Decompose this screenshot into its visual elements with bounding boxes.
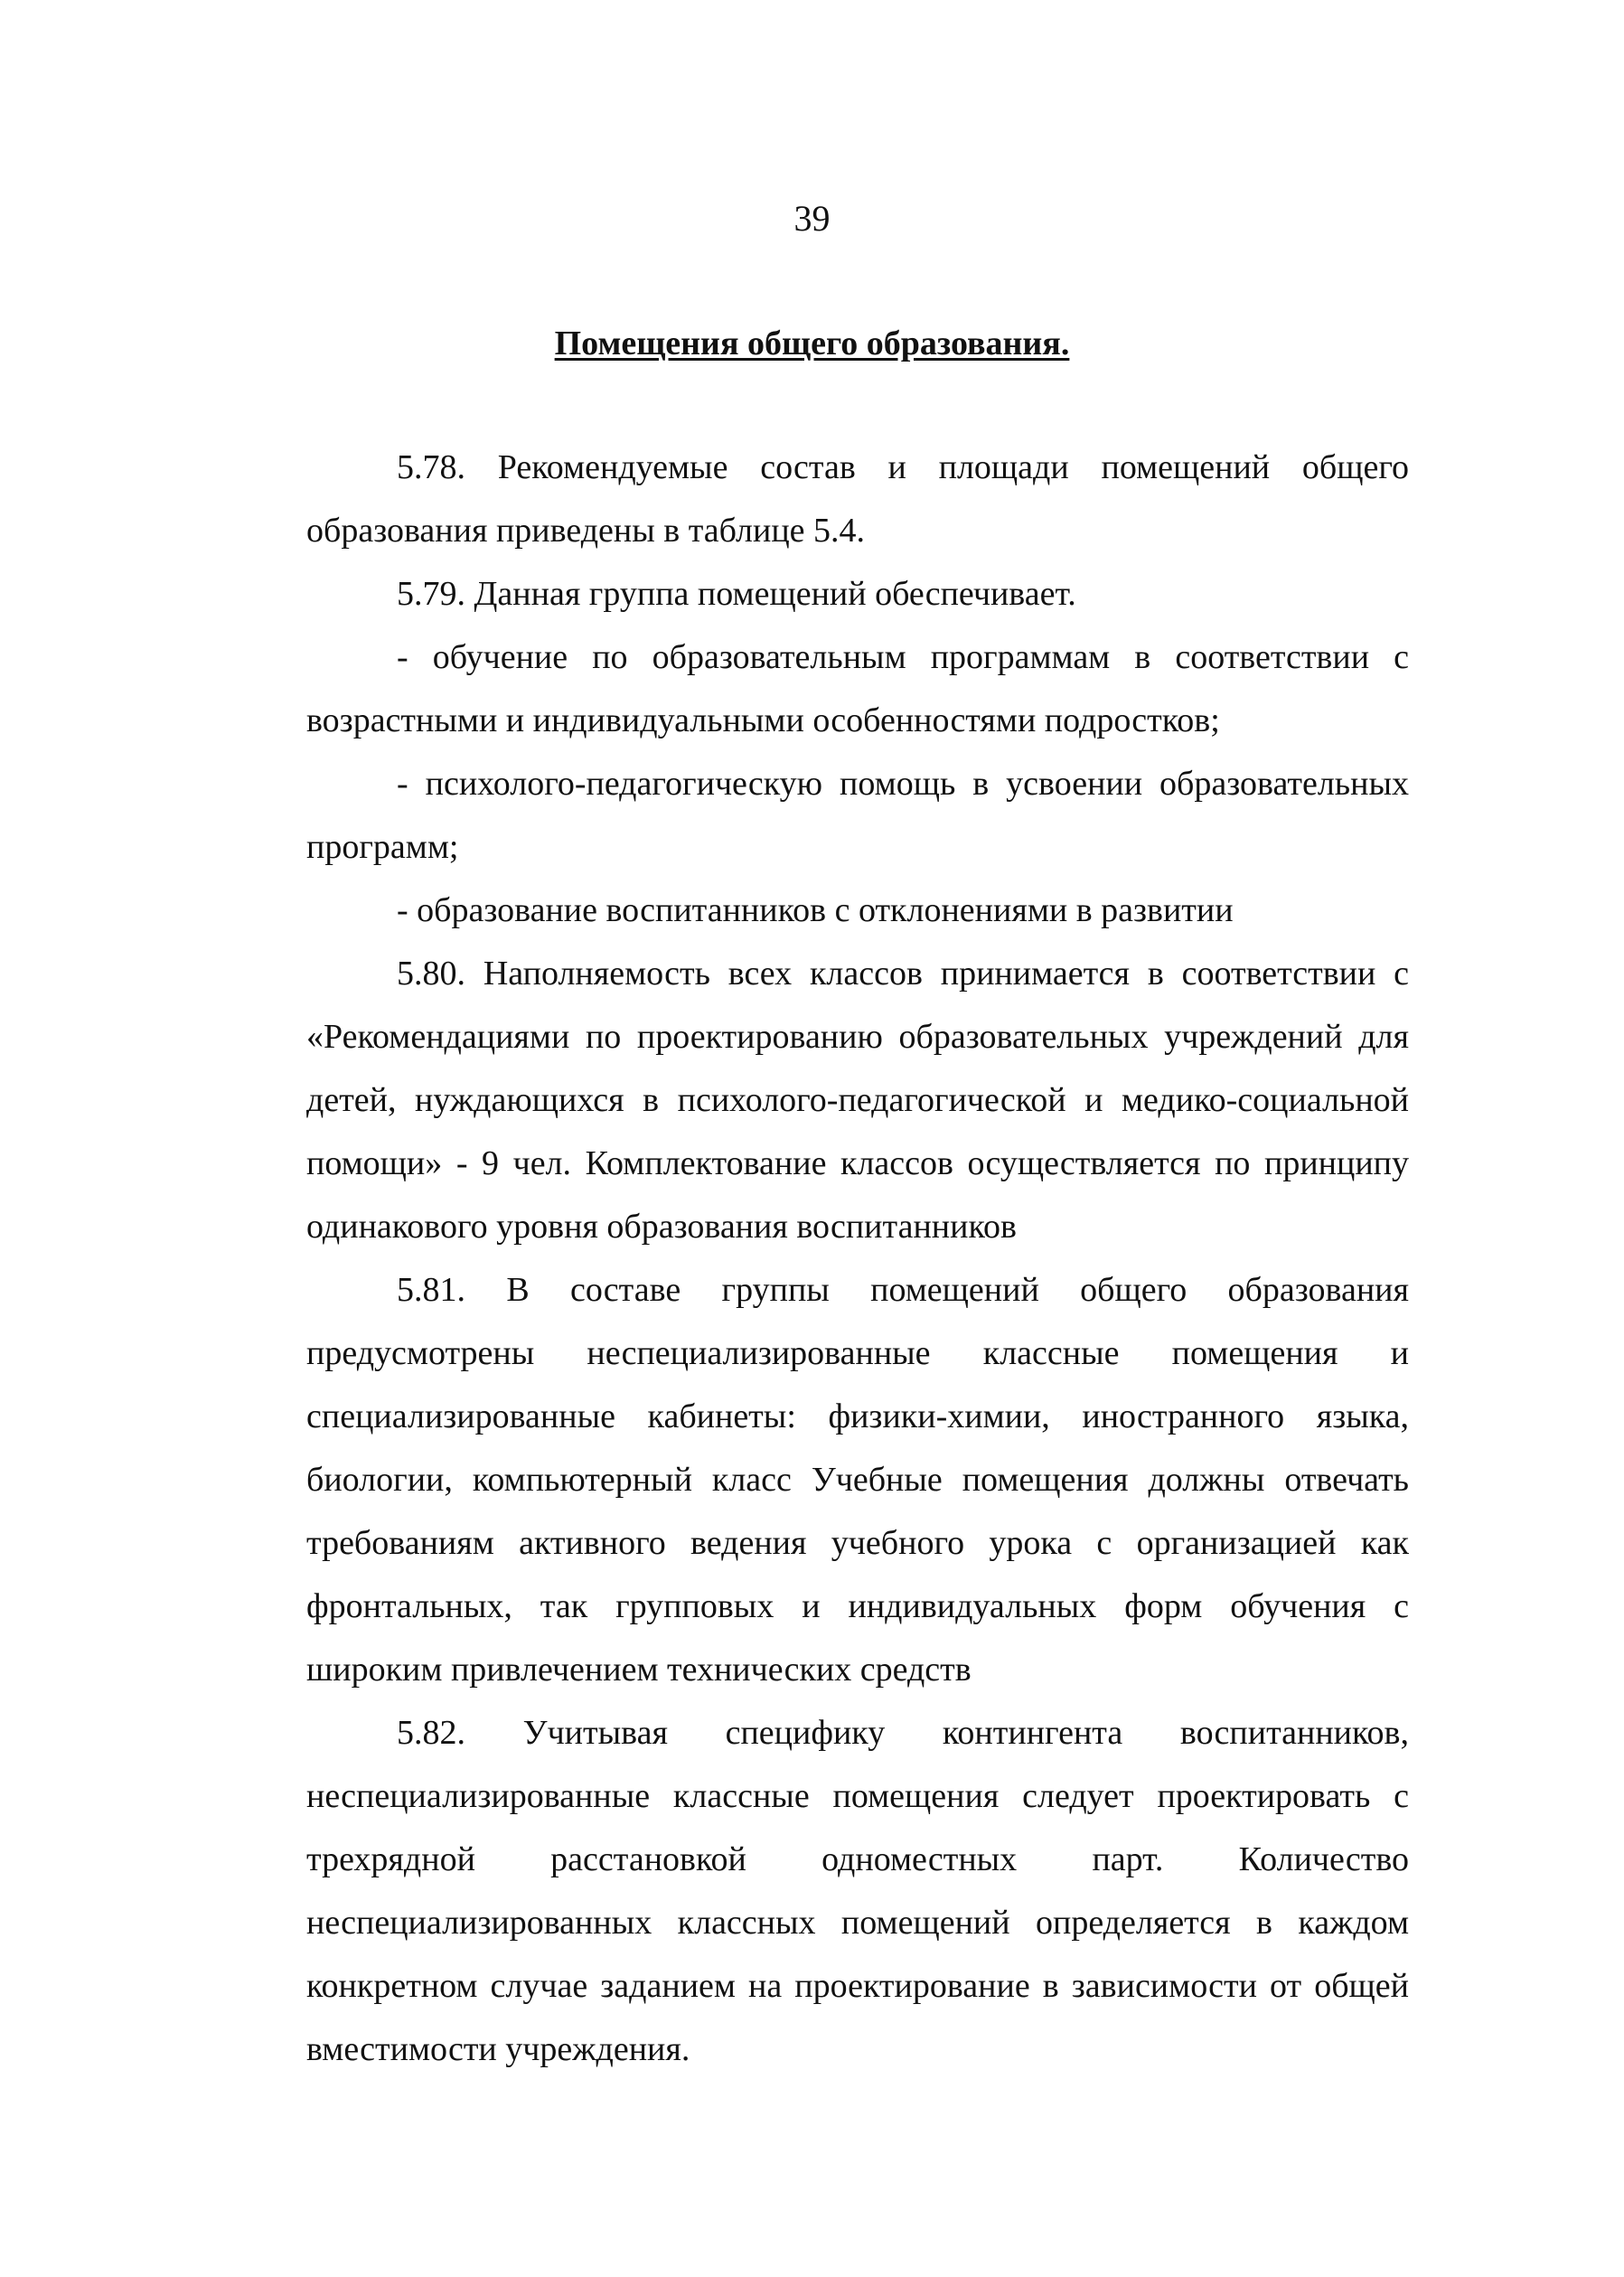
section-heading: Помещения общего образования. xyxy=(554,325,1070,362)
paragraph-5-79: 5.79. Данная группа помещений обеспечивает. xyxy=(397,575,1076,613)
paragraph-5-82: 5.82. Учитывая специфику контингента воспитанников, неспециализированные классные помещения следует проектировать с трехрядной расстановкой одноместных парт. Количество неспециализированных классных помещений определяется в каждом конкретном случае заданием на проектирование в зависимости от общей вместимости учреждения. xyxy=(306,1714,1409,2068)
list-item: - психолого-педагогическую помощь в усвоении образовательных программ; xyxy=(306,765,1409,866)
paragraph-5-80: 5.80. Наполняемость всех классов принимается в соответствии с «Рекомендациями по проектированию образовательных учреждений для детей, нуждающихся в психолого-педагогической и медико-социальной помощи» - 9 чел. Комплектование классов осуществляется по принципу одинакового уровня образования воспитанников xyxy=(306,955,1409,1246)
list-item: - обучение по образовательным программам в соответствии с возрастными и индивидуальными особенностями подростков; xyxy=(306,638,1409,739)
list-item: - образование воспитанников с отклонениями в развитии xyxy=(397,891,1234,929)
page-number: 39 xyxy=(793,198,831,239)
body-text xyxy=(306,436,1409,2081)
paragraph-5-81: 5.81. В составе группы помещений общего образования предусмотрены неспециализированные классные помещения и специализированные кабинеты: физики-химии, иностранного языка, биологии, компьютерный класс Учебные помещения должны отвечать требованиям активного ведения учебного урока с организацией как фронтальных, так групповых и индивидуальных форм обучения с широким привлечением технических средств xyxy=(306,1271,1409,1689)
paragraph-5-78: 5.78. Рекомендуемые состав и площади помещений общего образования приведены в таблице 5.4. xyxy=(306,448,1409,550)
